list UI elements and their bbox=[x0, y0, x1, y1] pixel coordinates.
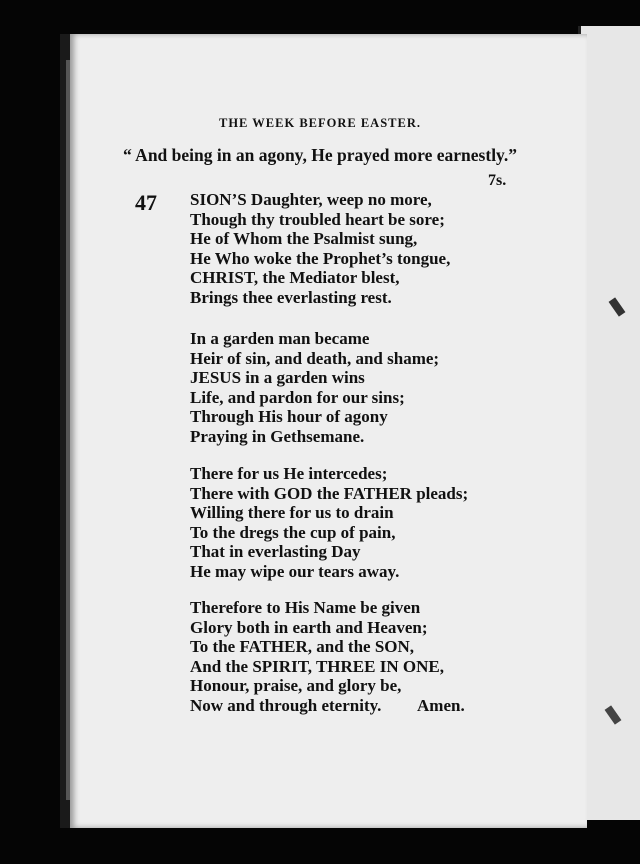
stanza-1 bbox=[190, 190, 450, 307]
verse-line: He may wipe our tears away. bbox=[190, 561, 400, 581]
verse-line: There for us He intercedes; bbox=[190, 464, 388, 483]
verse-line: JESUS in a garden wins bbox=[190, 368, 365, 387]
verse-line: That in everlasting Day bbox=[190, 542, 361, 561]
stanza-2 bbox=[190, 329, 439, 446]
verse-line: To the FATHER, and the SON, bbox=[190, 637, 415, 656]
verse-line: Through His hour of agony bbox=[190, 407, 388, 426]
epigraph: “ And being in an agony, He prayed more earnestly.” bbox=[123, 145, 517, 165]
verse-line: He Who woke the Prophet’s tongue, bbox=[190, 248, 451, 268]
verse-line: Glory both in earth and Heaven; bbox=[190, 617, 428, 637]
verse-line: Brings thee everlasting rest. bbox=[190, 287, 392, 307]
running-title: THE WEEK BEFORE EASTER. bbox=[219, 116, 421, 130]
verse-line: Honour, praise, and glory be, bbox=[190, 676, 402, 695]
page-spine-edge bbox=[66, 60, 70, 800]
page-mark bbox=[609, 297, 626, 316]
verse-line: He of Whom the Psalmist sung, bbox=[190, 229, 418, 248]
verse-line: CHRIST, the Mediator blest, bbox=[190, 268, 400, 287]
amen-text: Amen. bbox=[417, 696, 465, 715]
verse-line: Willing there for us to drain bbox=[190, 503, 394, 522]
verse-line: Life, and pardon for our sins; bbox=[190, 387, 405, 407]
verse-line: To the dregs the cup of pain, bbox=[190, 522, 396, 542]
verse-line: Though thy troubled heart be sore; bbox=[190, 209, 445, 229]
stanza-3 bbox=[190, 464, 468, 581]
page-mark bbox=[605, 705, 622, 724]
verse-line: Therefore to His Name be given bbox=[190, 598, 421, 617]
meter-label: 7s. bbox=[488, 172, 507, 189]
verse-line: Now and through eternity. bbox=[190, 695, 382, 715]
verse-line: And the SPIRIT, THREE IN ONE, bbox=[190, 656, 444, 676]
verse-line: Praying in Gethsemane. bbox=[190, 426, 365, 446]
verse-line: In a garden man became bbox=[190, 329, 370, 348]
stanza-4 bbox=[190, 598, 444, 715]
hymn-number: 47 bbox=[135, 190, 157, 215]
verse-line: Heir of sin, and death, and shame; bbox=[190, 348, 440, 368]
verse-line: SION’S Daughter, weep no more, bbox=[190, 190, 432, 209]
verse-line: There with GOD the FATHER pleads; bbox=[190, 483, 469, 503]
